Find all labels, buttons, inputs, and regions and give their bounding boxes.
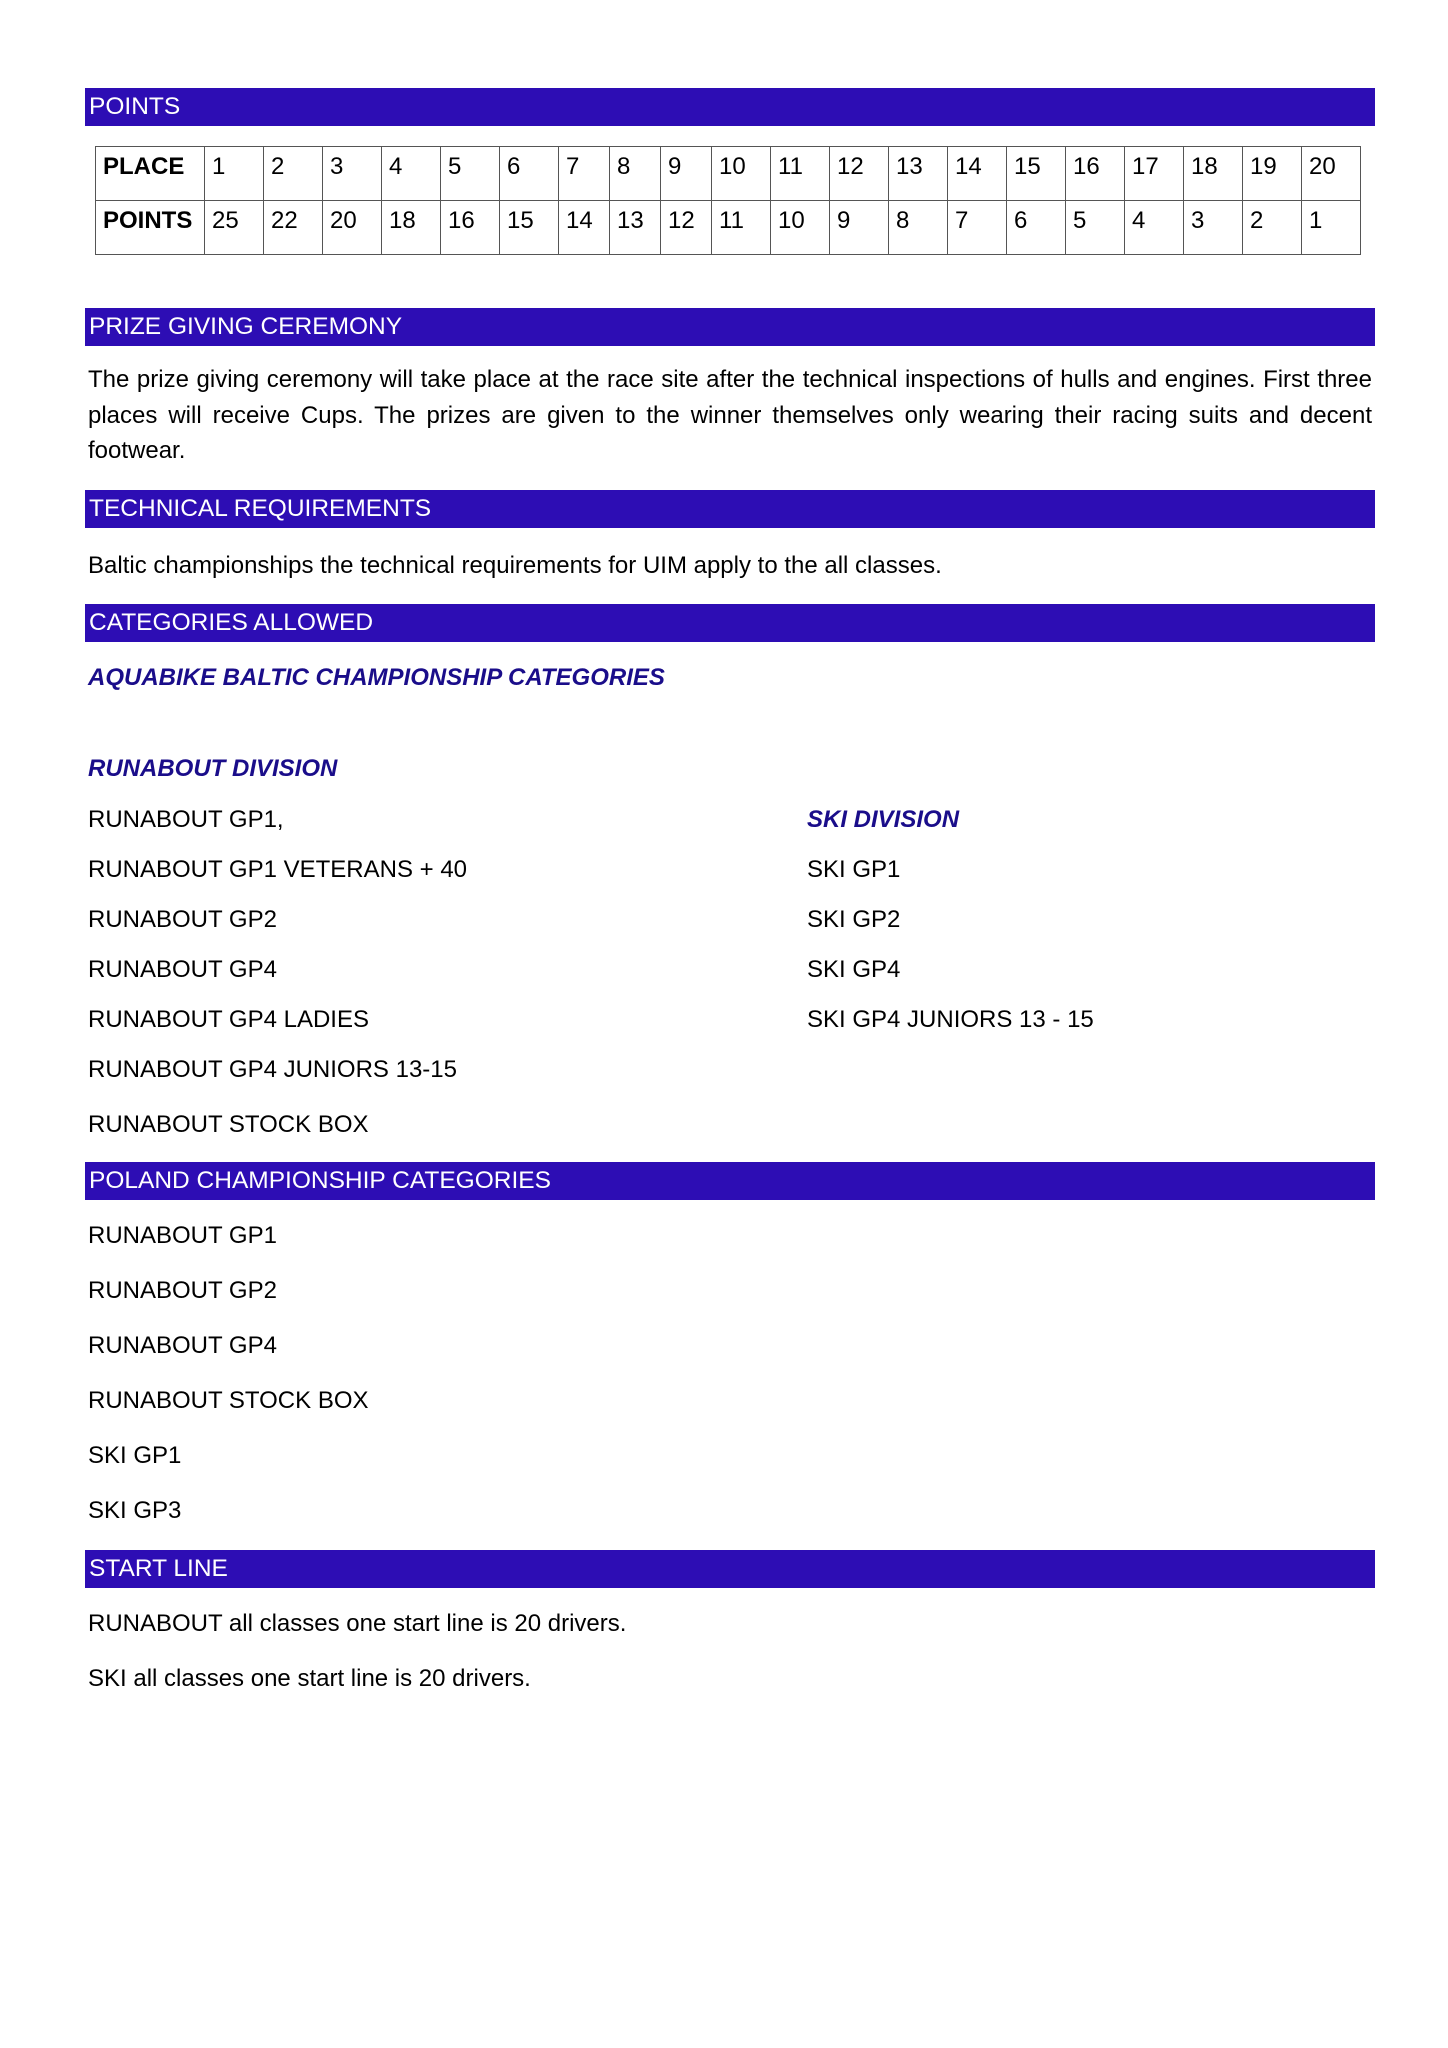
points-cell: 12 <box>661 201 712 255</box>
place-cell: 1 <box>205 147 264 201</box>
technical-heading: TECHNICAL REQUIREMENTS <box>85 490 1375 528</box>
runabout-division-title: RUNABOUT DIVISION <box>88 755 338 782</box>
poland-item: RUNABOUT GP2 <box>88 1277 277 1304</box>
place-cell: 9 <box>661 147 712 201</box>
poland-item: RUNABOUT GP4 <box>88 1332 277 1359</box>
place-cell: 14 <box>948 147 1007 201</box>
ski-item: SKI GP1 <box>807 856 901 883</box>
place-cell: 11 <box>771 147 830 201</box>
place-cell: 4 <box>382 147 441 201</box>
aquabike-subheading: AQUABIKE BALTIC CHAMPIONSHIP CATEGORIES <box>88 664 665 691</box>
poland-item: SKI GP3 <box>88 1497 182 1524</box>
place-cell: 19 <box>1243 147 1302 201</box>
points-cell: 4 <box>1125 201 1184 255</box>
runabout-item: RUNABOUT GP4 LADIES <box>88 1006 369 1033</box>
points-cell: 10 <box>771 201 830 255</box>
place-cell: 5 <box>441 147 500 201</box>
points-cell: 25 <box>205 201 264 255</box>
points-cell: 1 <box>1302 201 1361 255</box>
points-cell: 8 <box>889 201 948 255</box>
runabout-item: RUNABOUT GP1, <box>88 806 284 833</box>
start-line-text: SKI all classes one start line is 20 drivers. <box>88 1665 531 1692</box>
points-heading: POINTS <box>85 88 1375 126</box>
poland-item: RUNABOUT STOCK BOX <box>88 1387 369 1414</box>
poland-item: RUNABOUT GP1 <box>88 1222 277 1249</box>
prize-text: The prize giving ceremony will take place at the race site after the technical inspections of hulls and engines. First three places will receive Cups. The prizes are given to the winner themselves only wearing their racing suits and decent footwear. <box>88 366 1372 464</box>
place-row-label: PLACE <box>96 147 205 201</box>
place-cell: 6 <box>500 147 559 201</box>
runabout-item: RUNABOUT GP2 <box>88 906 277 933</box>
points-cell: 22 <box>264 201 323 255</box>
poland-item: SKI GP1 <box>88 1442 182 1469</box>
points-cell: 6 <box>1007 201 1066 255</box>
prize-heading: PRIZE GIVING CEREMONY <box>85 308 1375 346</box>
place-cell: 17 <box>1125 147 1184 201</box>
runabout-item: RUNABOUT GP1 VETERANS + 40 <box>88 856 468 883</box>
place-cell: 12 <box>830 147 889 201</box>
ski-item: SKI GP4 JUNIORS 13 - 15 <box>807 1006 1094 1033</box>
place-cell: 10 <box>712 147 771 201</box>
place-cell: 8 <box>610 147 661 201</box>
ski-division-title: SKI DIVISION <box>807 806 960 833</box>
runabout-item: RUNABOUT STOCK BOX <box>88 1111 369 1138</box>
table-row-place <box>96 147 1361 201</box>
points-row-label: POINTS <box>96 201 205 255</box>
points-cell: 7 <box>948 201 1007 255</box>
points-cell: 5 <box>1066 201 1125 255</box>
ski-item: SKI GP4 <box>807 956 901 983</box>
points-cell: 3 <box>1184 201 1243 255</box>
place-cell: 16 <box>1066 147 1125 201</box>
place-cell: 7 <box>559 147 610 201</box>
start-line-text: RUNABOUT all classes one start line is 20 drivers. <box>88 1610 627 1637</box>
place-cell: 13 <box>889 147 948 201</box>
points-cell: 18 <box>382 201 441 255</box>
points-cell: 2 <box>1243 201 1302 255</box>
points-cell: 16 <box>441 201 500 255</box>
table-row-points <box>96 201 1361 255</box>
points-cell: 15 <box>500 201 559 255</box>
runabout-item: RUNABOUT GP4 JUNIORS 13-15 <box>88 1056 457 1083</box>
poland-heading: POLAND CHAMPIONSHIP CATEGORIES <box>85 1162 1375 1200</box>
place-cell: 2 <box>264 147 323 201</box>
place-cell: 20 <box>1302 147 1361 201</box>
start-line-heading: START LINE <box>85 1550 1375 1588</box>
categories-heading: CATEGORIES ALLOWED <box>85 604 1375 642</box>
runabout-item: RUNABOUT GP4 <box>88 956 277 983</box>
technical-text: Baltic championships the technical requirements for UIM apply to the all classes. <box>88 552 942 579</box>
points-cell: 13 <box>610 201 661 255</box>
points-cell: 9 <box>830 201 889 255</box>
points-table <box>95 146 1361 255</box>
points-cell: 11 <box>712 201 771 255</box>
place-cell: 15 <box>1007 147 1066 201</box>
points-cell: 14 <box>559 201 610 255</box>
ski-item: SKI GP2 <box>807 906 901 933</box>
place-cell: 18 <box>1184 147 1243 201</box>
points-cell: 20 <box>323 201 382 255</box>
place-cell: 3 <box>323 147 382 201</box>
